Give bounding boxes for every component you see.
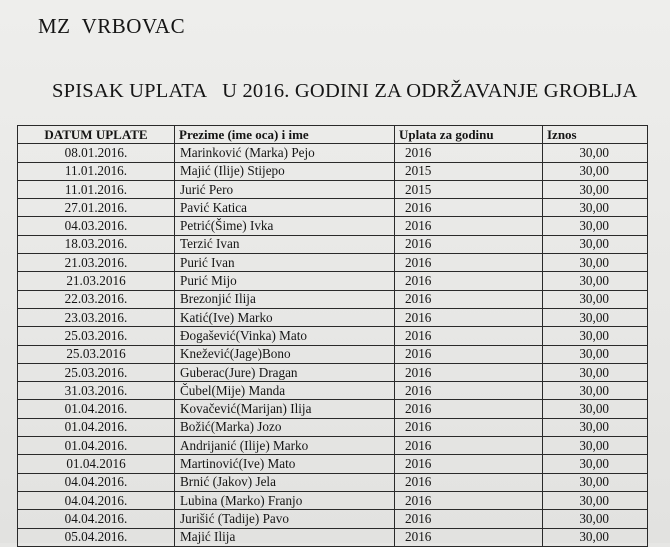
cell-name: Lubina (Marko) Franjo: [175, 491, 395, 509]
table-row: [18, 162, 648, 180]
cell-year: 2016: [395, 345, 543, 363]
cell-date: 21.03.2016.: [18, 254, 175, 272]
table-row: [18, 382, 648, 400]
cell-name: Kovačević(Marijan) Ilija: [175, 400, 395, 418]
cell-amount: 30,00: [543, 327, 648, 345]
table-row: [18, 308, 648, 326]
table-row: [18, 363, 648, 381]
table-row: [18, 455, 648, 473]
column-header-name: Prezime (ime oca) i ime: [175, 126, 395, 144]
cell-year: 2015: [395, 180, 543, 198]
table-row: [18, 199, 648, 217]
cell-date: 27.01.2016.: [18, 199, 175, 217]
table-row: [18, 473, 648, 491]
cell-year: 2016: [395, 528, 543, 546]
cell-date: 31.03.2016.: [18, 382, 175, 400]
cell-amount: 30,00: [543, 254, 648, 272]
cell-year: 2016: [395, 437, 543, 455]
table-row: [18, 400, 648, 418]
cell-amount: 30,00: [543, 345, 648, 363]
table-body: [18, 144, 648, 547]
cell-amount: 30,00: [543, 437, 648, 455]
cell-name: Purić Mijo: [175, 272, 395, 290]
header-row: [18, 126, 648, 144]
column-header-year: Uplata za godinu: [395, 126, 543, 144]
cell-year: 2016: [395, 254, 543, 272]
cell-date: 11.01.2016.: [18, 180, 175, 198]
cell-year: 2016: [395, 455, 543, 473]
cell-amount: 30,00: [543, 199, 648, 217]
cell-year: 2016: [395, 235, 543, 253]
cell-name: Andrijanić (Ilije) Marko: [175, 437, 395, 455]
cell-amount: 30,00: [543, 144, 648, 162]
cell-amount: 30,00: [543, 180, 648, 198]
table-row: [18, 437, 648, 455]
document-title: SPISAK UPLATA U 2016. GODINI ZA ODRŽAVANJE GROBLJA: [52, 80, 638, 102]
cell-date: 04.03.2016.: [18, 217, 175, 235]
cell-year: 2015: [395, 162, 543, 180]
column-header-date: DATUM UPLATE: [18, 126, 175, 144]
table-row: [18, 217, 648, 235]
cell-date: 01.04.2016.: [18, 418, 175, 436]
table-row: [18, 235, 648, 253]
table-row: [18, 144, 648, 162]
cell-amount: 30,00: [543, 272, 648, 290]
cell-amount: 30,00: [543, 473, 648, 491]
cell-amount: 30,00: [543, 400, 648, 418]
cell-year: 2016: [395, 290, 543, 308]
cell-date: 11.01.2016.: [18, 162, 175, 180]
cell-amount: 30,00: [543, 528, 648, 546]
cell-year: 2016: [395, 144, 543, 162]
cell-date: 21.03.2016: [18, 272, 175, 290]
cell-amount: 30,00: [543, 455, 648, 473]
cell-date: 04.04.2016.: [18, 491, 175, 509]
cell-amount: 30,00: [543, 308, 648, 326]
table-row: [18, 290, 648, 308]
cell-name: Petrić(Šime) Ivka: [175, 217, 395, 235]
cell-year: 2016: [395, 217, 543, 235]
table-row: [18, 180, 648, 198]
cell-name: Purić Ivan: [175, 254, 395, 272]
cell-name: Majić (Ilije) Stijepo: [175, 162, 395, 180]
cell-date: 08.01.2016.: [18, 144, 175, 162]
cell-name: Majić Ilija: [175, 528, 395, 546]
cell-amount: 30,00: [543, 290, 648, 308]
cell-amount: 30,00: [543, 491, 648, 509]
table-row: [18, 345, 648, 363]
cell-name: Katić(Ive) Marko: [175, 308, 395, 326]
cell-amount: 30,00: [543, 363, 648, 381]
cell-date: 23.03.2016.: [18, 308, 175, 326]
table-row: [18, 418, 648, 436]
cell-name: Martinović(Ive) Mato: [175, 455, 395, 473]
cell-date: 01.04.2016: [18, 455, 175, 473]
cell-date: 22.03.2016.: [18, 290, 175, 308]
cell-name: Brnić (Jakov) Jela: [175, 473, 395, 491]
cell-year: 2016: [395, 382, 543, 400]
cell-date: 04.04.2016.: [18, 510, 175, 528]
cell-name: Knežević(Jage)Bono: [175, 345, 395, 363]
cell-name: Brezonjić Ilija: [175, 290, 395, 308]
cell-year: 2016: [395, 473, 543, 491]
table-row: [18, 254, 648, 272]
cell-date: 05.04.2016.: [18, 528, 175, 546]
cell-date: 25.03.2016: [18, 345, 175, 363]
payments-table: [17, 125, 648, 547]
cell-amount: 30,00: [543, 510, 648, 528]
cell-date: 01.04.2016.: [18, 437, 175, 455]
cell-date: 25.03.2016.: [18, 363, 175, 381]
cell-amount: 30,00: [543, 418, 648, 436]
cell-name: Đogašević(Vinka) Mato: [175, 327, 395, 345]
table-row: [18, 491, 648, 509]
cell-year: 2016: [395, 327, 543, 345]
organization-name: MZ VRBOVAC: [38, 14, 186, 38]
cell-name: Guberac(Jure) Dragan: [175, 363, 395, 381]
cell-name: Božić(Marka) Jozo: [175, 418, 395, 436]
cell-year: 2016: [395, 308, 543, 326]
table-row: [18, 327, 648, 345]
cell-year: 2016: [395, 491, 543, 509]
cell-year: 2016: [395, 400, 543, 418]
cell-amount: 30,00: [543, 382, 648, 400]
cell-amount: 30,00: [543, 217, 648, 235]
column-header-amount: Iznos: [543, 126, 648, 144]
cell-name: Jurić Pero: [175, 180, 395, 198]
table-row: [18, 528, 648, 546]
cell-year: 2016: [395, 199, 543, 217]
cell-name: Marinković (Marka) Pejo: [175, 144, 395, 162]
cell-name: Pavić Katica: [175, 199, 395, 217]
cell-year: 2016: [395, 272, 543, 290]
cell-date: 04.04.2016.: [18, 473, 175, 491]
table-row: [18, 272, 648, 290]
table-header: [18, 126, 648, 144]
cell-date: 01.04.2016.: [18, 400, 175, 418]
cell-date: 25.03.2016.: [18, 327, 175, 345]
cell-year: 2016: [395, 418, 543, 436]
table-row: [18, 510, 648, 528]
cell-amount: 30,00: [543, 235, 648, 253]
cell-year: 2016: [395, 510, 543, 528]
cell-name: Jurišić (Tadije) Pavo: [175, 510, 395, 528]
cell-name: Čubel(Mije) Manda: [175, 382, 395, 400]
cell-date: 18.03.2016.: [18, 235, 175, 253]
cell-name: Terzić Ivan: [175, 235, 395, 253]
cell-year: 2016: [395, 363, 543, 381]
cell-amount: 30,00: [543, 162, 648, 180]
